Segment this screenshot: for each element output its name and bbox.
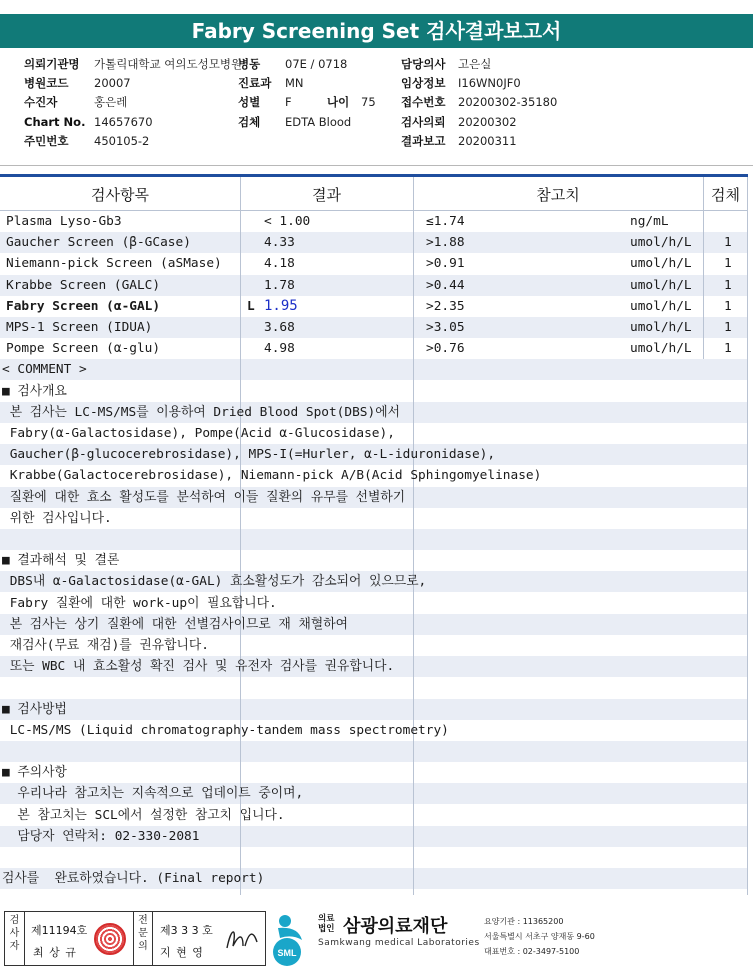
test-name: MPS-1 Screen (IDUA) [6, 320, 153, 335]
comment-line: 검사를 완료하였습니다. (Final report) [2, 871, 265, 887]
patient-info-col2 [238, 55, 398, 132]
specialist-name: 지 현 영 [160, 946, 204, 959]
info-value: 450105-2 [94, 133, 150, 148]
report-footer [0, 900, 753, 976]
info-label: 병원코드 [24, 76, 69, 91]
result-unit: umol/h/L [630, 256, 692, 272]
info-label: 의뢰기관명 [24, 57, 80, 71]
org-english-name: Samkwang medical Laboratories [318, 938, 480, 948]
comment-line: 우리나라 참고치는 지속적으로 업데이트 중이며, [2, 786, 304, 802]
reference-range: >0.91 [426, 256, 465, 272]
comment-line: ■ 결과해석 및 결론 [2, 553, 120, 569]
specialist-label: 전문의 [133, 912, 153, 965]
reference-range: >0.44 [426, 277, 465, 293]
info-value: 가톨릭대학교 여의도성모병원 [94, 57, 243, 71]
test-result: 1.95 [264, 297, 298, 314]
row-stripe [0, 529, 748, 550]
specimen-count: 1 [724, 277, 732, 293]
test-result: 3.68 [264, 320, 295, 335]
result-flag: L [247, 298, 255, 314]
patient-info-col1 [24, 55, 264, 151]
test-name: Pompe Screen (α-glu) [6, 341, 161, 357]
test-name: Plasma Lyso-Gb3 [6, 214, 122, 229]
comment-line: 본 검사는 LC-MS/MS를 이용하여 Dried Blood Spot(DBS)에서 [2, 404, 400, 420]
info-value: I16WN0JF0 [458, 76, 521, 91]
comment-line: < COMMENT > [2, 362, 87, 378]
info-label: 진료과 [238, 76, 272, 91]
info-label: 병동 [238, 57, 261, 71]
comment-line: Krabbe(Galactocerebrosidase), Niemann-pick A/B(Acid Sphingomyelinase) [2, 468, 542, 484]
signature-box [4, 911, 266, 966]
result-unit: umol/h/L [630, 235, 692, 251]
specimen-count: 1 [724, 320, 732, 335]
info-value: 20200302-35180 [458, 95, 558, 110]
reference-range: >3.05 [426, 320, 465, 335]
comment-line: 또는 WBC 내 효소활성 확진 검사 및 유전자 검사를 권유합니다. [2, 659, 395, 675]
info-label: 임상정보 [401, 76, 446, 91]
specialist-license: 제3 3 3 호 [160, 924, 213, 937]
info-value: 14657670 [94, 114, 153, 129]
info-value: 홍은레 [94, 95, 128, 110]
comment-line: ■ 검사개요 [2, 383, 67, 399]
comment-line: 위한 검사입니다. [2, 510, 112, 526]
info-value: 고은실 [458, 57, 492, 71]
info-label: 결과보고 [401, 133, 446, 148]
org-code: 요양기관 : 11365200 [484, 917, 564, 926]
age-value: 75 [361, 95, 376, 110]
row-stripe [0, 741, 748, 762]
info-value: F [285, 95, 292, 110]
result-unit: umol/h/L [630, 277, 692, 293]
info-label: 검체 [238, 114, 261, 129]
column-divider [703, 177, 704, 359]
comment-line: LC-MS/MS (Liquid chromatography-tandem mass spectrometry) [2, 722, 449, 738]
info-value: 20200311 [458, 133, 517, 148]
patient-info-col3 [401, 55, 601, 151]
signature-icon [223, 924, 261, 954]
comment-line: 본 참고치는 SCL에서 설정한 참고치 입니다. [2, 807, 285, 823]
examiner-name: 최 상 규 [33, 946, 77, 959]
result-unit: umol/h/L [630, 298, 692, 314]
info-label: 검사의뢰 [401, 114, 446, 129]
comment-line: ■ 검사방법 [2, 701, 67, 717]
column-divider [747, 177, 748, 895]
age-label: 나이 [327, 95, 350, 110]
row-stripe [0, 359, 748, 380]
comment-line: 담당자 연락처: 02-330-2081 [2, 828, 200, 844]
header-specimen: 검체 [711, 186, 740, 204]
test-name: Niemann-pick Screen (aSMase) [6, 256, 222, 272]
test-result: 4.18 [264, 256, 295, 272]
reference-range: >0.76 [426, 341, 465, 357]
header-test-item: 검사항목 [91, 186, 149, 204]
info-label: 담당의사 [401, 57, 446, 71]
comment-line: DBS내 α-Galactosidase(α-GAL) 효소활성도가 감소되어 있으므로, [2, 574, 427, 590]
info-value: 07E / 0718 [285, 57, 348, 71]
test-result: < 1.00 [264, 214, 311, 229]
test-result: 4.33 [264, 235, 295, 251]
reference-range: >2.35 [426, 298, 465, 314]
result-unit: umol/h/L [630, 320, 692, 335]
header-result: 결과 [312, 186, 341, 204]
comment-line: Fabry(α-Galactosidase), Pompe(Acid α-Glucosidase), [2, 426, 395, 441]
org-contact [484, 914, 595, 959]
org-address: 서울특별시 서초구 양재동 9-60 [484, 932, 595, 941]
comment-line: Fabry 질환에 대한 work-up이 필요합니다. [2, 595, 277, 611]
reference-range: >1.88 [426, 235, 465, 251]
test-name: Gaucher Screen (β-GCase) [6, 235, 191, 251]
specimen-count: 1 [724, 341, 732, 357]
info-value: 20200302 [458, 114, 517, 129]
comment-line: 본 검사는 상기 질환에 대한 선별검사이므로 재 채혈하여 [2, 616, 348, 632]
examiner-license: 제11194호 [31, 924, 88, 937]
info-label: 주민번호 [24, 133, 69, 148]
info-value: EDTA Blood [285, 114, 352, 129]
test-result: 1.78 [264, 277, 295, 293]
test-name: Krabbe Screen (GALC) [6, 277, 161, 293]
info-value: MN [285, 76, 304, 91]
info-value: 20007 [94, 76, 131, 91]
row-stripe [0, 699, 748, 720]
column-divider [413, 177, 414, 895]
specimen-count: 1 [724, 235, 732, 251]
info-label: Chart No. [24, 114, 86, 129]
comment-line: 재검사(무료 재검)를 권유합니다. [2, 638, 209, 653]
sml-logo-icon [272, 912, 312, 968]
svg-text:SML: SML [277, 948, 297, 958]
specimen-count: 1 [724, 298, 732, 314]
results-table [0, 177, 748, 897]
header-reference: 참고치 [536, 186, 580, 204]
examiner-label: 검사자 [5, 912, 25, 965]
org-type-tag: 의료 법인 [318, 914, 335, 934]
info-label: 접수번호 [401, 95, 446, 110]
org-phone: 대표번호 : 02-3497-5100 [484, 947, 580, 956]
result-unit: umol/h/L [630, 341, 692, 357]
test-result: 4.98 [264, 341, 295, 357]
comment-line: 질환에 대한 효소 활성도를 분석하여 이들 질환의 유무를 선별하기 [2, 489, 406, 505]
report-title: Fabry Screening Set 검사결과보고서 [0, 14, 753, 48]
comment-line: Gaucher(β-glucocerebrosidase), MPS-I(=Hurler, α-L-iduronidase), [2, 447, 496, 463]
test-name: Fabry Screen (α-GAL) [6, 298, 161, 314]
examiner-seal-icon [94, 923, 126, 955]
info-label: 수진자 [24, 95, 58, 110]
reference-range: ≤1.74 [426, 214, 465, 229]
info-divider [0, 165, 753, 166]
result-unit: ng/mL [630, 214, 669, 229]
info-label: 성별 [238, 95, 261, 110]
specimen-count: 1 [724, 256, 732, 272]
org-name: 삼광의료재단 [343, 916, 448, 937]
comment-line: ■ 주의사항 [2, 765, 67, 781]
